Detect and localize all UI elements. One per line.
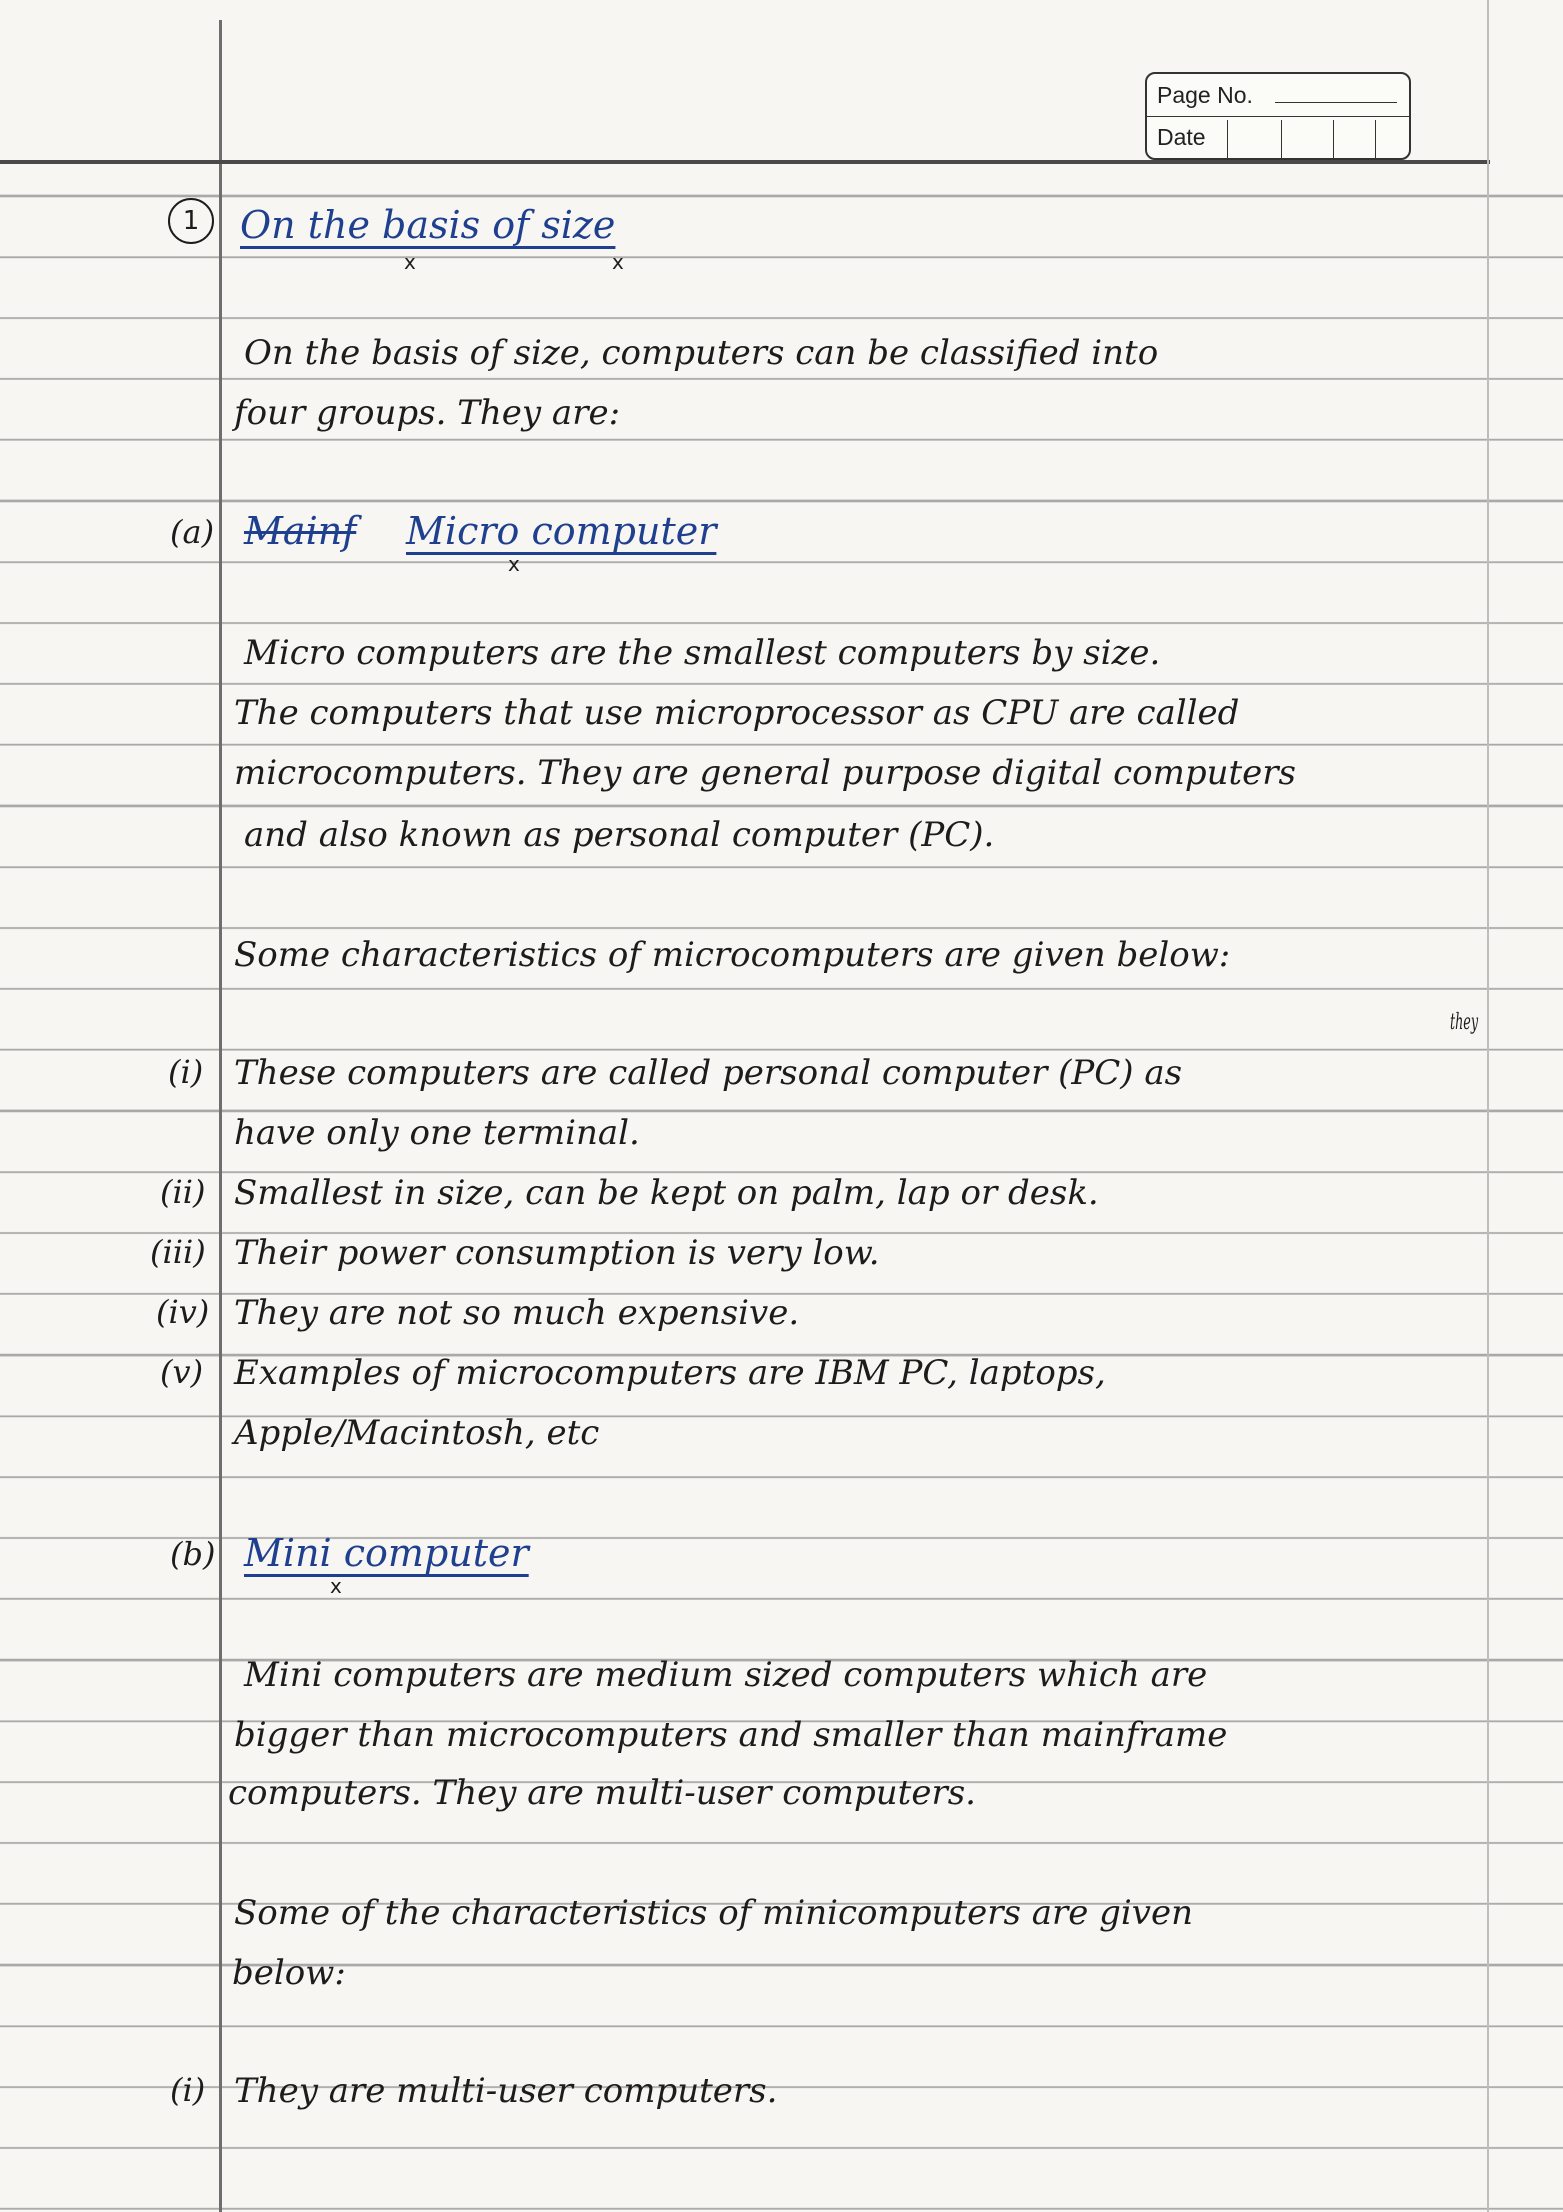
micro-point-5-line-1: Examples of microcomputers are IBM PC, laptops, — [234, 1353, 1106, 1393]
margin-line-top — [219, 20, 222, 150]
x-mark: x — [330, 1574, 342, 1598]
micro-point-1-line-1: These computers are called personal computer (PC) as — [234, 1053, 1183, 1093]
subsection-label-b: (b) — [170, 1535, 216, 1573]
micro-point-2: Smallest in size, can be kept on palm, lap or desk. — [234, 1173, 1099, 1213]
date-cell-divider — [1227, 120, 1228, 158]
page-no-date-box — [1145, 72, 1411, 160]
header-rule — [0, 160, 1490, 164]
intro-line-1: On the basis of size, computers can be classified into — [244, 333, 1159, 373]
mini-desc-line-1: Mini computers are medium sized computers which are — [244, 1655, 1208, 1695]
page-edge — [1487, 0, 1489, 2212]
mini-char-intro-line-1: Some of the characteristics of minicomputers are given — [234, 1893, 1194, 1933]
micro-point-1-line-2: have only one terminal. — [234, 1113, 640, 1153]
struck-word: Mainf — [244, 509, 357, 553]
x-mark: x — [508, 552, 520, 576]
micro-point-5-line-2: Apple/Macintosh, etc — [234, 1413, 600, 1453]
subsection-label-a: (a) — [170, 513, 215, 551]
mini-desc-line-3: computers. They are multi-user computers. — [228, 1773, 976, 1813]
micro-point-3: Their power consumption is very low. — [234, 1233, 880, 1273]
micro-desc-line-1: Micro computers are the smallest computers by size. — [244, 633, 1161, 673]
page-no-row — [1147, 74, 1409, 117]
intro-line-2: four groups. They are: — [234, 393, 621, 433]
date-cell-divider — [1375, 120, 1376, 158]
micro-point-4: They are not so much expensive. — [234, 1293, 800, 1333]
section-title: On the basis of size — [240, 203, 616, 247]
insert-note: they — [1450, 1010, 1479, 1035]
mini-title: Mini computer — [244, 1531, 529, 1575]
micro-desc-line-3: microcomputers. They are general purpose digital computers — [234, 753, 1296, 793]
margin-line — [219, 20, 222, 2212]
micro-desc-line-4: and also known as personal computer (PC). — [244, 815, 995, 855]
mini-char-intro-line-2: below: — [232, 1953, 346, 1993]
date-cell-divider — [1333, 120, 1334, 158]
date-row — [1147, 116, 1409, 158]
micro-desc-line-2: The computers that use microprocessor as CPU are called — [234, 693, 1240, 733]
date-label: Date — [1157, 124, 1206, 150]
x-mark: x — [612, 250, 624, 274]
page-no-label: Page No. — [1157, 82, 1253, 108]
x-mark: x — [404, 250, 416, 274]
point-label: (i) — [168, 1053, 204, 1091]
point-label: (iii) — [150, 1233, 206, 1271]
point-label: (ii) — [160, 1173, 206, 1211]
point-label: (iv) — [156, 1293, 210, 1331]
micro-title: Micro computer — [406, 509, 717, 553]
date-cell-divider — [1281, 120, 1282, 158]
point-label: (v) — [160, 1353, 204, 1391]
page-no-blank — [1275, 102, 1397, 103]
mini-point-1: They are multi-user computers. — [234, 2071, 778, 2111]
point-label: (i) — [170, 2071, 206, 2109]
mini-desc-line-2: bigger than microcomputers and smaller than mainframe — [234, 1715, 1228, 1755]
section-number: 1 — [168, 198, 214, 244]
micro-char-intro: Some characteristics of microcomputers are given below: — [234, 935, 1231, 975]
